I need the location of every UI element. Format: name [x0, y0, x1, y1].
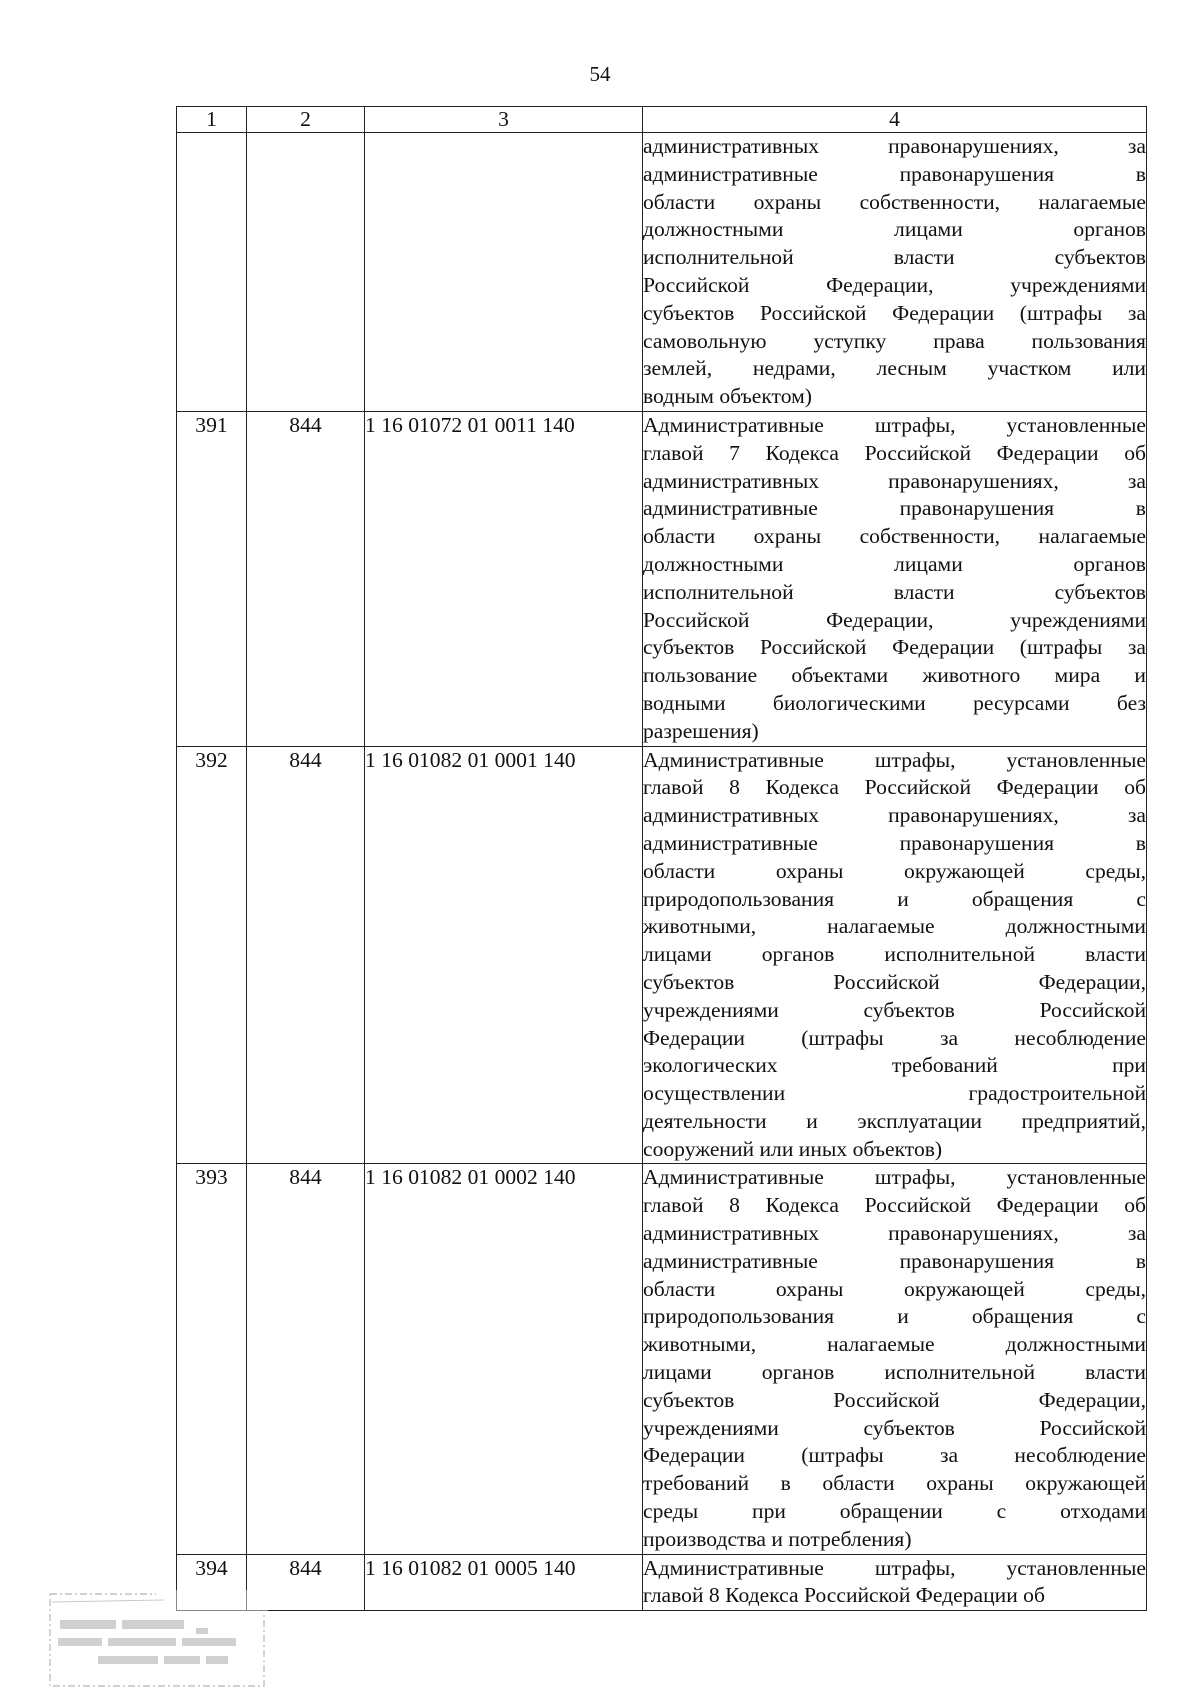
description-line: сооружений или иных объектов): [643, 1136, 943, 1161]
table-row: [177, 133, 1147, 412]
budget-codes-table: [176, 106, 1147, 1611]
description-line: области охраны окружающей среды,: [643, 1276, 1146, 1301]
description-line: должностными лицами органов: [643, 551, 1146, 576]
description-line: лицами органов исполнительной власти: [643, 942, 1146, 967]
description-line: субъектов Российской Федерации,: [643, 1387, 1146, 1412]
table-body: [177, 133, 1147, 1611]
description-cell: [643, 746, 1147, 1164]
stamp-image: [46, 1590, 268, 1690]
description-line: животными, налагаемые должностными: [643, 1332, 1146, 1357]
column-header-administrator: 2: [247, 107, 365, 133]
description-line: административных правонарушениях, за: [643, 468, 1146, 493]
description-line: лицами органов исполнительной власти: [643, 1360, 1146, 1385]
description-line: пользование объектами животного мира и: [643, 663, 1146, 688]
budget-classification-code-cell: 1 16 01082 01 0005 140: [365, 1554, 643, 1611]
header-row: [177, 107, 1147, 133]
row-number-cell: 392: [177, 746, 247, 1164]
budget-classification-code-cell: 1 16 01072 01 0011 140: [365, 411, 643, 746]
description-line: самовольную уступку права пользования: [643, 328, 1146, 353]
description-line: административные правонарушения в: [643, 830, 1146, 855]
description-line: осуществлении градостроительной: [643, 1081, 1146, 1106]
administrator-code-cell: 844: [247, 1554, 365, 1611]
description-line: административных правонарушениях, за: [643, 803, 1146, 828]
description-cell: [643, 1164, 1147, 1554]
description-line: главой 8 Кодекса Российской Федерации об: [643, 1193, 1146, 1218]
description-line: требований в области охраны окружающей: [643, 1471, 1146, 1496]
description-line: административные правонарушения в: [643, 1248, 1146, 1273]
description-line: Российской Федерации, учреждениями: [643, 272, 1146, 297]
description-line: Административные штрафы, установленные: [643, 1555, 1146, 1580]
table-row: [177, 1554, 1147, 1611]
page-number: 54: [589, 62, 611, 86]
row-number-cell: 393: [177, 1164, 247, 1554]
description-line: Административные штрафы, установленные: [643, 412, 1146, 437]
description-line: главой 7 Кодекса Российской Федерации об: [643, 440, 1146, 465]
description-line: водными биологическими ресурсами без: [643, 690, 1146, 715]
table-row: [177, 411, 1147, 746]
description-line: среды при обращении с отходами: [643, 1499, 1146, 1524]
description-line: исполнительной власти субъектов: [643, 245, 1146, 270]
table-row: [177, 746, 1147, 1164]
description-line: административных правонарушениях, за: [643, 1221, 1146, 1246]
description-line: разрешения): [643, 718, 759, 743]
description-line: Федерации (штрафы за несоблюдение: [643, 1025, 1146, 1050]
description-line: главой 8 Кодекса Российской Федерации об: [643, 775, 1146, 800]
description-line: природопользования и обращения с: [643, 886, 1146, 911]
table-header: [177, 107, 1147, 133]
budget-classification-code-cell: 1 16 01082 01 0001 140: [365, 746, 643, 1164]
description-line: административные правонарушения в: [643, 161, 1146, 186]
description-line: должностными лицами органов: [643, 217, 1146, 242]
row-number-cell: 391: [177, 411, 247, 746]
description-line: административные правонарушения в: [643, 496, 1146, 521]
description-line: природопользования и обращения с: [643, 1304, 1146, 1329]
table-row: [177, 1164, 1147, 1554]
description-line: главой 8 Кодекса Российской Федерации об: [643, 1583, 1045, 1608]
budget-classification-code-cell: 1 16 01082 01 0002 140: [365, 1164, 643, 1554]
description-line: учреждениями субъектов Российской: [643, 997, 1146, 1022]
description-line: экологических требований при: [643, 1053, 1146, 1078]
row-number-cell: [177, 133, 247, 412]
column-header-description: 4: [643, 107, 1147, 133]
column-header-number: 1: [177, 107, 247, 133]
description-line: землей, недрами, лесным участком или: [643, 356, 1146, 381]
description-line: животными, налагаемые должностными: [643, 914, 1146, 939]
description-line: деятельности и эксплуатации предприятий,: [643, 1108, 1146, 1133]
description-cell: [643, 1554, 1147, 1611]
description-line: исполнительной власти субъектов: [643, 579, 1146, 604]
administrator-code-cell: 844: [247, 1164, 365, 1554]
description-line: области охраны собственности, налагаемые: [643, 189, 1146, 214]
description-line: субъектов Российской Федерации (штрафы за: [643, 300, 1146, 325]
administrator-code-cell: [247, 133, 365, 412]
description-line: субъектов Российской Федерации,: [643, 969, 1146, 994]
description-line: водным объектом): [643, 384, 812, 409]
description-line: Российской Федерации, учреждениями: [643, 607, 1146, 632]
administrator-code-cell: 844: [247, 411, 365, 746]
description-line: производства и потребления): [643, 1526, 912, 1551]
description-line: Административные штрафы, установленные: [643, 1165, 1146, 1190]
description-line: области охраны собственности, налагаемые: [643, 524, 1146, 549]
description-cell: [643, 133, 1147, 412]
column-header-code: 3: [365, 107, 643, 133]
budget-classification-code-cell: [365, 133, 643, 412]
description-line: учреждениями субъектов Российской: [643, 1415, 1146, 1440]
description-line: административных правонарушениях, за: [643, 134, 1146, 158]
description-line: области охраны окружающей среды,: [643, 858, 1146, 883]
administrator-code-cell: 844: [247, 746, 365, 1164]
description-line: Административные штрафы, установленные: [643, 747, 1146, 772]
row-number-cell: 394: [177, 1554, 247, 1611]
description-line: Федерации (штрафы за несоблюдение: [643, 1443, 1146, 1468]
description-line: субъектов Российской Федерации (штрафы за: [643, 635, 1146, 660]
description-cell: [643, 411, 1147, 746]
